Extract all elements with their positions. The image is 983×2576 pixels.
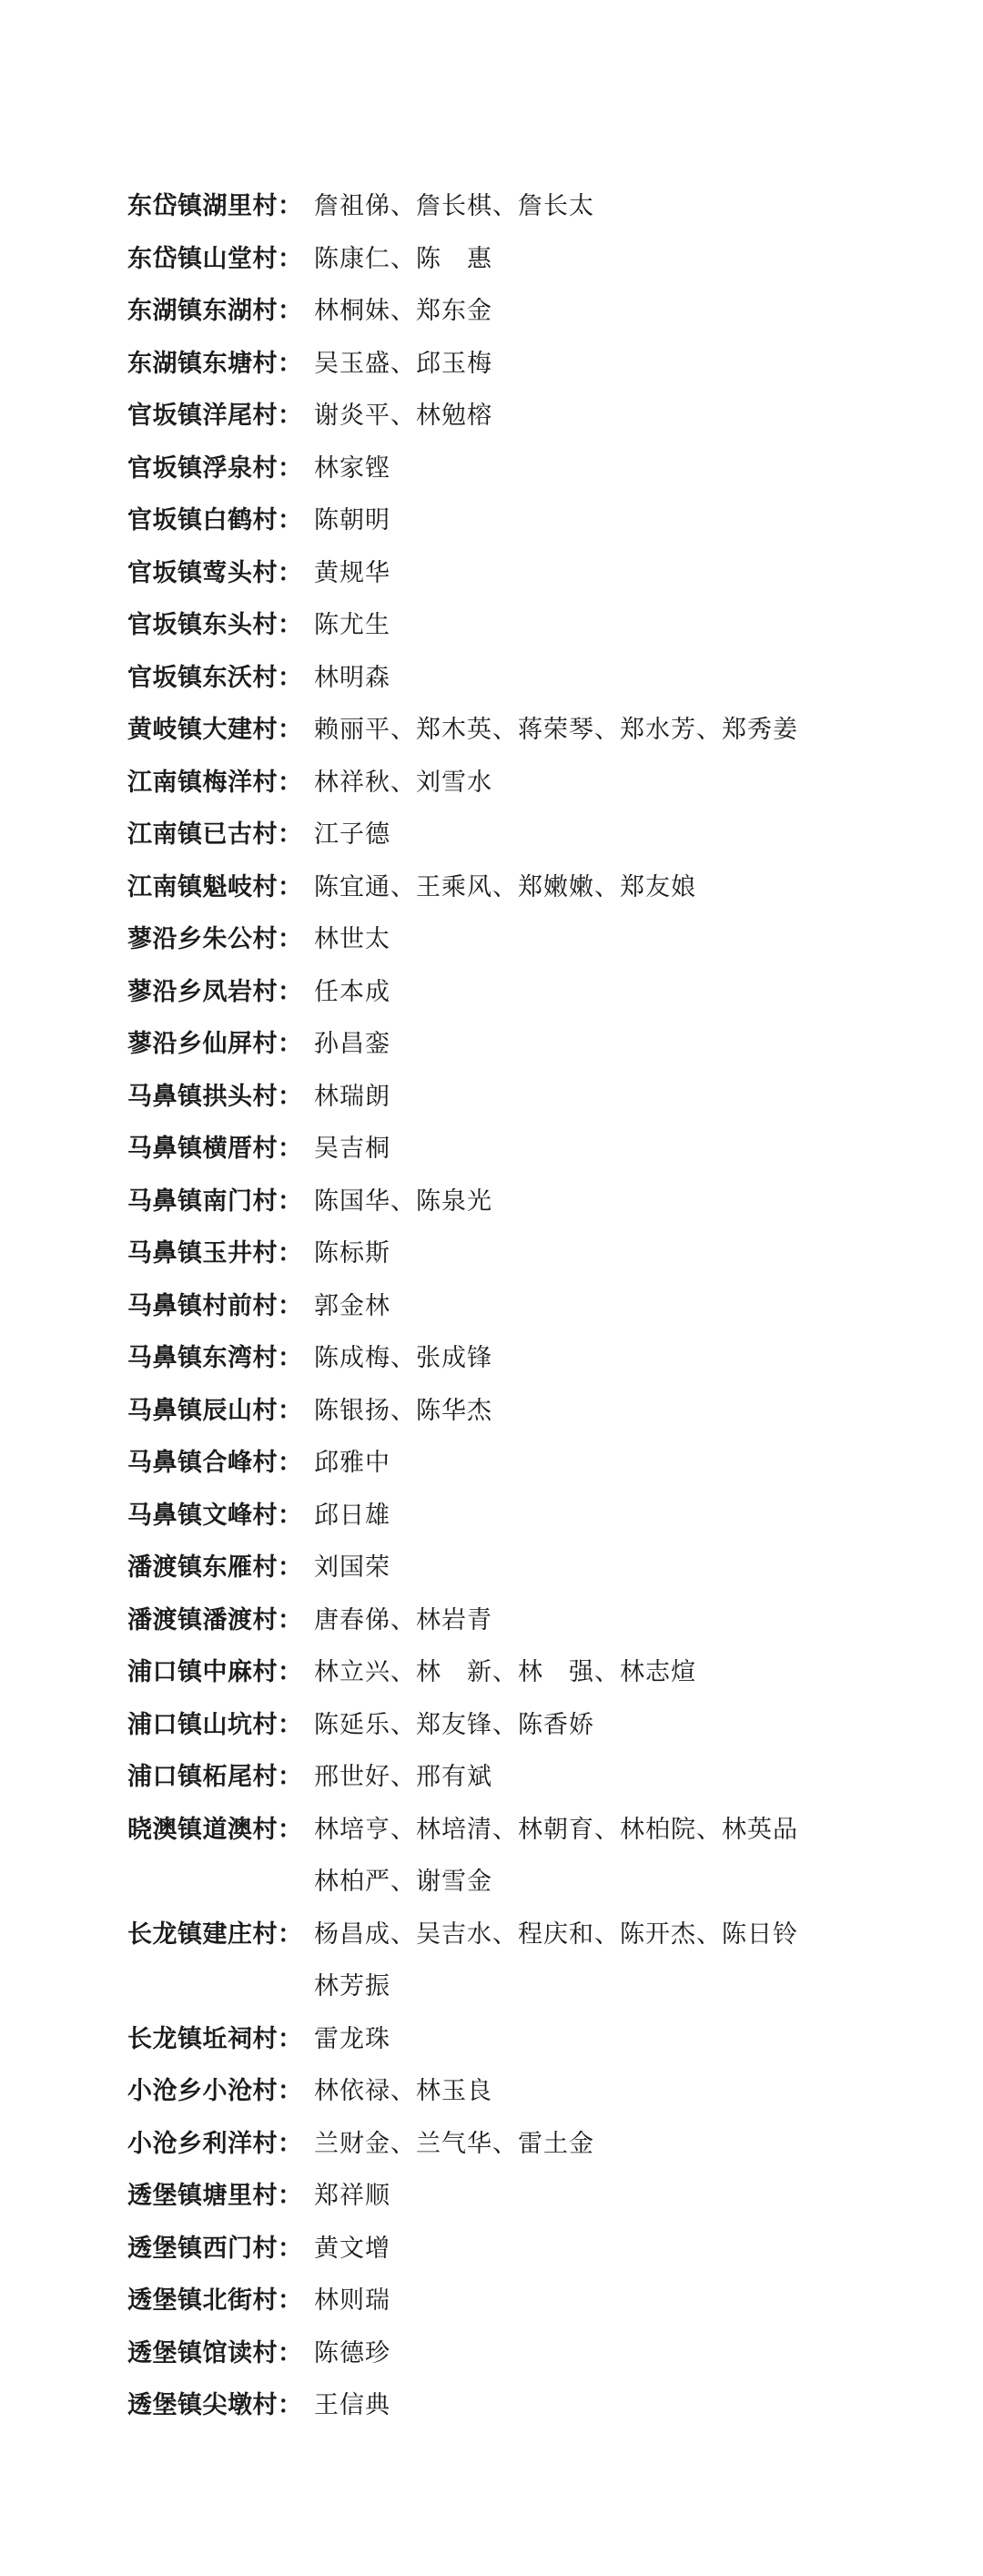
village-label: 马鼻镇南门村：: [127, 1186, 303, 1216]
village-label: 官坂镇浮泉村：: [127, 453, 303, 483]
village-label: 长龙镇坵祠村：: [127, 2024, 303, 2053]
list-item: [127, 599, 892, 652]
village-label: 东湖镇东湖村：: [127, 297, 303, 325]
list-item: [127, 1646, 892, 1699]
names-line: 唐春俤、林岩青: [314, 1605, 492, 1634]
list-item: [127, 494, 892, 547]
village-label: 蓼沿乡朱公村：: [127, 925, 303, 953]
names-text: [314, 599, 892, 652]
names-text: [314, 861, 892, 914]
names-text: [314, 494, 892, 547]
village-label: 透堡镇馆读村：: [127, 2338, 303, 2367]
village-label: 马鼻镇东湾村：: [127, 1344, 303, 1372]
names-line: 林立兴、林 新、林 强、林志煊: [314, 1658, 696, 1686]
village-label: 官坂镇白鹤村：: [127, 506, 303, 535]
village-label: 官坂镇东沃村：: [127, 663, 303, 692]
village-label: 小沧乡利洋村：: [127, 2129, 303, 2158]
village-name-list: [127, 180, 892, 2432]
names-line: 陈尤生: [314, 611, 390, 639]
names-text: [314, 443, 892, 495]
names-text: [314, 390, 892, 443]
names-text: [314, 285, 892, 338]
names-text: [314, 1018, 892, 1071]
names-text: [314, 1385, 892, 1438]
names-text: [314, 2327, 892, 2380]
list-item: [127, 1018, 892, 1071]
village-label: 江南镇魁岐村：: [127, 872, 303, 901]
list-item: [127, 2275, 892, 2327]
list-item: [127, 1542, 892, 1594]
names-text: [314, 1699, 892, 1752]
list-item: [127, 652, 892, 705]
names-text: [314, 652, 892, 705]
names-line: 陈银扬、陈华杰: [314, 1396, 492, 1425]
list-item: [127, 809, 892, 861]
list-item: [127, 1071, 892, 1124]
list-item: [127, 2379, 892, 2432]
list-item: [127, 1280, 892, 1333]
village-label: 马鼻镇文峰村：: [127, 1501, 303, 1530]
names-line: 詹祖俤、詹长棋、詹长太: [314, 192, 594, 220]
village-label: 蓼沿乡凤岩村：: [127, 977, 303, 1006]
names-text: [314, 913, 892, 966]
names-line: 林培亨、林培清、林朝育、林柏院、林英品: [314, 1815, 798, 1844]
village-label: 官坂镇莺头村：: [127, 558, 303, 587]
village-label: 江南镇已古村：: [127, 820, 303, 849]
names-line: 林瑞朗: [314, 1082, 390, 1111]
names-line: 林家铿: [314, 453, 390, 483]
names-line: 刘国荣: [314, 1553, 390, 1582]
names-text: [314, 1280, 892, 1333]
list-item: [127, 390, 892, 443]
village-label: 透堡镇尖墩村：: [127, 2391, 303, 2419]
names-text: [314, 966, 892, 1019]
names-line: 黄文增: [314, 2234, 390, 2263]
list-item: [127, 1909, 892, 2013]
names-line: 黄规华: [314, 558, 390, 587]
village-label: 浦口镇中麻村：: [127, 1658, 303, 1686]
names-line: 雷龙珠: [314, 2024, 390, 2053]
village-label: 东岱镇山堂村：: [127, 244, 303, 273]
village-label: 透堡镇西门村：: [127, 2234, 303, 2263]
names-line: 林柏严、谢雪金: [314, 1868, 492, 1896]
names-line: 陈延乐、郑友锋、陈香娇: [314, 1710, 594, 1739]
names-line: 陈成梅、张成锋: [314, 1344, 492, 1372]
list-item: [127, 180, 892, 233]
village-label: 透堡镇塘里村：: [127, 2182, 303, 2210]
list-item: [127, 1804, 892, 1909]
village-label: 马鼻镇合峰村：: [127, 1449, 303, 1477]
names-line: 林桐妹、郑东金: [314, 297, 492, 325]
names-text: [314, 547, 892, 600]
names-text: [314, 2118, 892, 2171]
names-line: 邱日雄: [314, 1501, 390, 1530]
names-line: 吴玉盛、邱玉梅: [314, 349, 492, 378]
names-line: 吴吉桐: [314, 1135, 390, 1163]
list-item: [127, 2223, 892, 2276]
names-line: 林明森: [314, 663, 390, 692]
names-line: 林祥秋、刘雪水: [314, 768, 492, 797]
village-label: 透堡镇北街村：: [127, 2286, 303, 2315]
names-text: [314, 1176, 892, 1228]
list-item: [127, 861, 892, 914]
village-label: 晓澳镇道澳村：: [127, 1815, 303, 1844]
village-label: 东岱镇湖里村：: [127, 192, 303, 220]
list-item: [127, 1437, 892, 1490]
names-text: [314, 1227, 892, 1280]
names-text: [314, 1123, 892, 1176]
list-item: [127, 2118, 892, 2171]
village-label: 浦口镇山坑村：: [127, 1710, 303, 1739]
names-line: 林则瑞: [314, 2286, 390, 2315]
names-line: 江子德: [314, 820, 390, 849]
names-line: 陈宜通、王乘风、郑嫩嫩、郑友娘: [314, 872, 696, 901]
names-text: [314, 2223, 892, 2276]
names-line: 邱雅中: [314, 1449, 390, 1477]
list-item: [127, 338, 892, 391]
names-line: 林依禄、林玉良: [314, 2077, 492, 2105]
names-text: [314, 2065, 892, 2118]
names-line: 陈康仁、陈 惠: [314, 244, 492, 273]
list-item: [127, 547, 892, 600]
names-text: [314, 757, 892, 809]
names-text: [314, 180, 892, 233]
names-line: 陈国华、陈泉光: [314, 1186, 492, 1216]
names-text: [314, 704, 892, 757]
village-label: 马鼻镇玉井村：: [127, 1239, 303, 1268]
list-item: [127, 1385, 892, 1438]
list-item: [127, 2065, 892, 2118]
names-text: [314, 338, 892, 391]
names-text: [314, 2013, 892, 2066]
names-line: 任本成: [314, 977, 390, 1006]
list-item: [127, 1490, 892, 1543]
village-label: 官坂镇洋尾村：: [127, 402, 303, 430]
village-label: 黄岐镇大建村：: [127, 716, 303, 744]
names-text: [314, 1332, 892, 1385]
names-line: 谢炎平、林勉榕: [314, 402, 492, 430]
village-label: 潘渡镇东雁村：: [127, 1553, 303, 1582]
list-item: [127, 1594, 892, 1647]
village-label: 马鼻镇辰山村：: [127, 1396, 303, 1425]
list-item: [127, 2013, 892, 2066]
list-item: [127, 443, 892, 495]
list-item: [127, 1332, 892, 1385]
names-line: 孙昌銮: [314, 1030, 390, 1058]
list-item: [127, 233, 892, 286]
village-label: 马鼻镇拱头村：: [127, 1082, 303, 1111]
village-label: 浦口镇柘尾村：: [127, 1763, 303, 1791]
names-text: [314, 1646, 892, 1699]
village-label: 马鼻镇村前村：: [127, 1291, 303, 1320]
names-line: 陈朝明: [314, 506, 390, 535]
names-line: 赖丽平、郑木英、蒋荣琴、郑水芳、郑秀姜: [314, 716, 798, 744]
village-label: 蓼沿乡仙屏村：: [127, 1030, 303, 1058]
names-text: [314, 2170, 892, 2223]
list-item: [127, 1227, 892, 1280]
list-item: [127, 1699, 892, 1752]
names-line: 邢世好、邢有斌: [314, 1763, 492, 1791]
village-label: 马鼻镇横厝村：: [127, 1135, 303, 1163]
names-text: [314, 1751, 892, 1804]
names-line: 王信典: [314, 2391, 390, 2419]
list-item: [127, 1751, 892, 1804]
names-line: 杨昌成、吴吉水、程庆和、陈开杰、陈日铃: [314, 1919, 798, 1949]
list-item: [127, 913, 892, 966]
names-line: 林世太: [314, 925, 390, 953]
list-item: [127, 2327, 892, 2380]
names-line: 兰财金、兰气华、雷土金: [314, 2129, 594, 2158]
village-label: 潘渡镇潘渡村：: [127, 1605, 303, 1634]
names-text: [314, 233, 892, 286]
village-label: 小沧乡小沧村：: [127, 2077, 303, 2105]
list-item: [127, 1123, 892, 1176]
list-item: [127, 285, 892, 338]
list-item: [127, 704, 892, 757]
village-label: 官坂镇东头村：: [127, 611, 303, 639]
names-line: 林芳振: [314, 1972, 390, 2001]
names-text: [314, 1909, 892, 2013]
names-line: 陈德珍: [314, 2338, 390, 2367]
names-text: [314, 1071, 892, 1124]
names-text: [314, 1490, 892, 1543]
village-label: 江南镇梅洋村：: [127, 768, 303, 797]
list-item: [127, 2170, 892, 2223]
village-label: 长龙镇建庄村：: [127, 1919, 303, 1949]
village-label: 东湖镇东塘村：: [127, 349, 303, 378]
names-line: 郭金林: [314, 1291, 390, 1320]
names-text: [314, 809, 892, 861]
names-text: [314, 1804, 892, 1909]
names-text: [314, 2379, 892, 2432]
list-item: [127, 1176, 892, 1228]
names-line: 郑祥顺: [314, 2182, 390, 2210]
names-text: [314, 1542, 892, 1594]
names-text: [314, 2275, 892, 2327]
list-item: [127, 966, 892, 1019]
names-line: 陈标斯: [314, 1239, 390, 1268]
names-text: [314, 1437, 892, 1490]
list-item: [127, 757, 892, 809]
names-text: [314, 1594, 892, 1647]
